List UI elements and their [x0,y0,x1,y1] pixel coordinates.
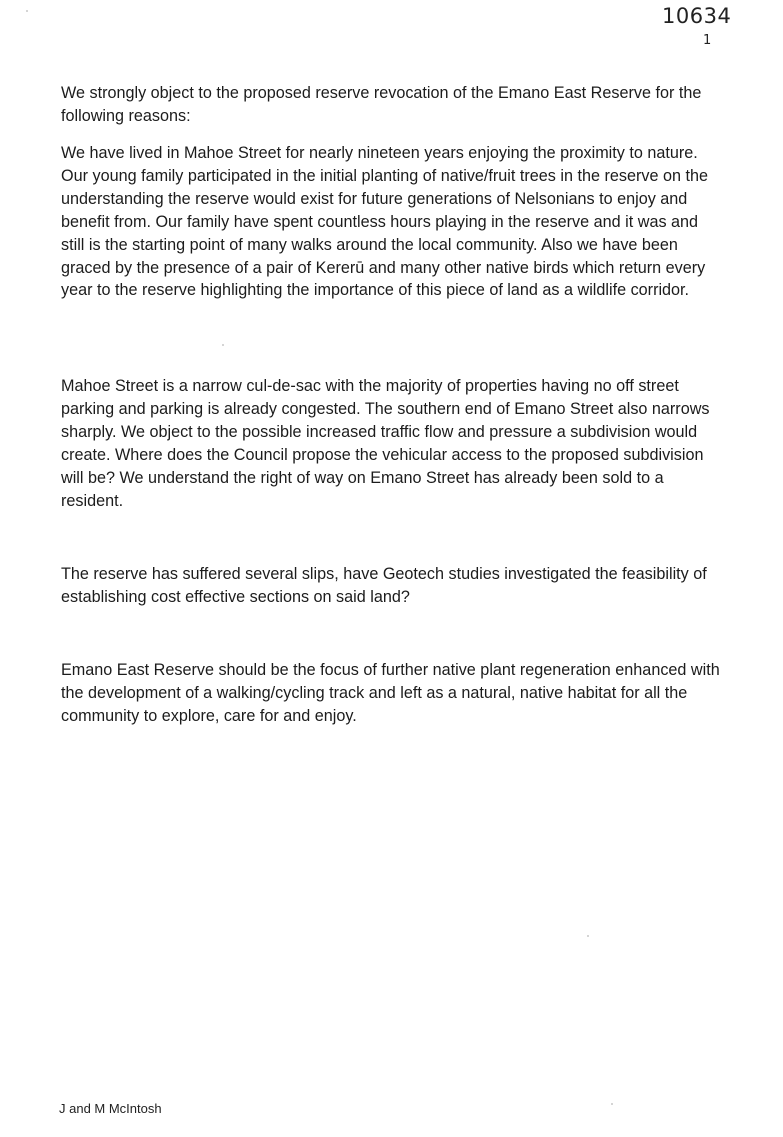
paragraph-reserve-recommendation: Emano East Reserve should be the focus of further native plant regeneration enhanced with the development of a walking/cycling track and left as a natural, native habitat for all the community to explore, care for and enjoy. [61,661,720,725]
paragraph-traffic-concerns: Mahoe Street is a narrow cul-de-sac with the majority of properties having no off street parking and parking is already congested. The southern end of Emano Street also narrows sharply. We object to the possible increased traffic flow and pressure a subdivision would create. Where does the Council propose the vehicular access to the proposed subdivision will be? We understand the right of way on Emano Street has already been sold to a resident. [61,377,710,510]
signature-names: J and M McIntosh [59,1101,162,1116]
page-number: 1 [703,33,712,48]
paragraph-family-history: We have lived in Mahoe Street for nearly nineteen years enjoying the proximity to nature. Our young family participated in the initial planting of native/fruit trees in the reserve on the understanding the reserve would exist for future generations of Nelsonians to enjoy and benefit from. Our family have spent countless hours playing in the reserve and it was and still is the starting point of many walks around the local community. Also we have been graced by the presence of a pair of Kererū and many other native birds which return every year to the reserve highlighting the importance of this piece of land as a wildlife corridor. [61,144,708,300]
scan-speck [587,935,589,937]
scan-speck [611,1103,613,1105]
paragraph-slips-geotech: The reserve has suffered several slips, have Geotech studies investigated the feasibility of establishing cost effective sections on said land? [61,565,707,606]
paragraph-objection-intro: We strongly object to the proposed reserve revocation of the Emano East Reserve for the following reasons: [61,84,702,125]
scan-speck [222,344,224,346]
scan-speck [26,10,28,12]
document-number: 10634 [662,4,732,28]
